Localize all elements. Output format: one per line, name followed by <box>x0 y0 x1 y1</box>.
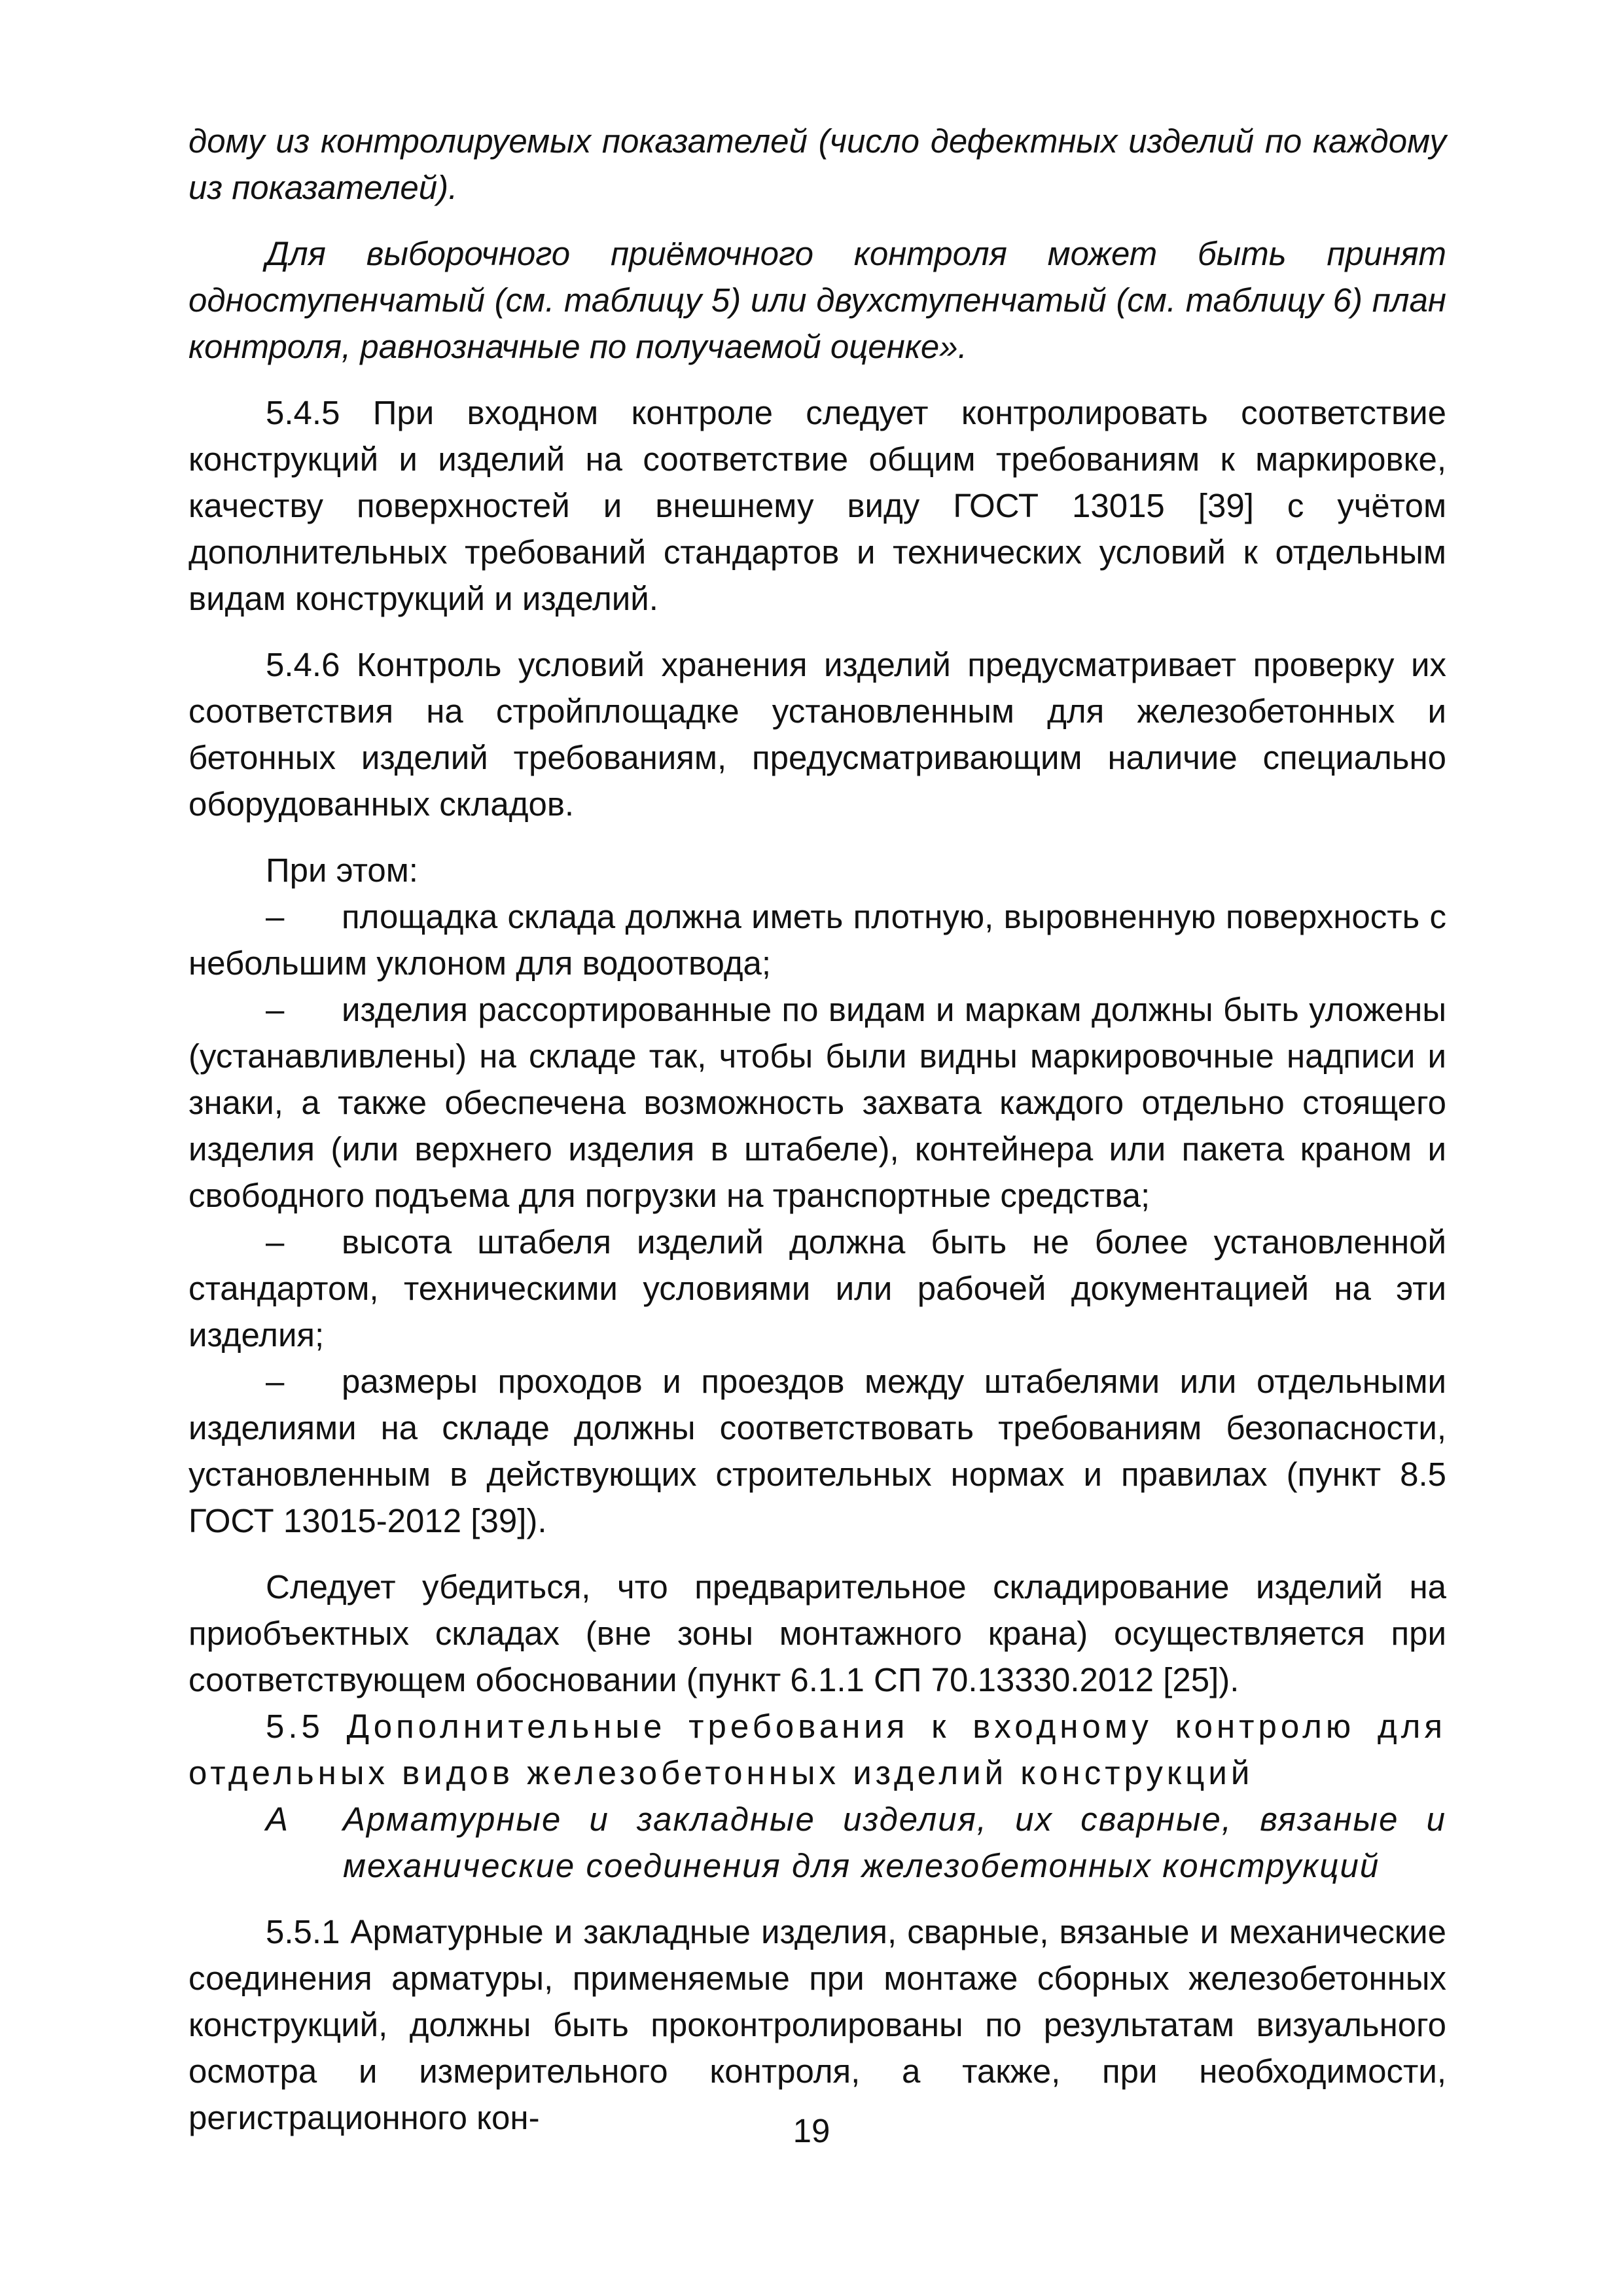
subsection-heading-a <box>188 1796 1446 1889</box>
list-item <box>188 893 1446 986</box>
dash-bullet: – <box>266 898 285 935</box>
dash-bullet: – <box>266 1223 285 1261</box>
list-item <box>188 1358 1446 1544</box>
page-number: 19 <box>793 2112 830 2149</box>
list-item-text: размеры проходов и проездов между штабелями или отдельными изделиями на складе должны соответствовать требованиям безопасности, установленным в действующих строительных нормах и правилах (пункт 8.5 ГОСТ 13015-2012 [39]). <box>188 1363 1446 1539</box>
paragraph-sampling-plan: Для выборочного приёмочного контроля может быть принят одноступенчатый (см. таблицу 5) или двухступенчатый (см. таблицу 6) план контроля, равнозначные по получаемой оценке». <box>188 235 1446 365</box>
list-item-text: изделия рассортированные по видам и маркам должны быть уложены (устанавливлены) на складе так, чтобы были видны маркировочные надписи и знаки, а также обеспечена возможность захвата каждого отдельно стоящего изделия (или верхнего изделия в штабеле), контейнера или пакета краном и свободного подъема для погрузки на транспортные средства; <box>188 991 1446 1214</box>
paragraph-5-4-6: 5.4.6 Контроль условий хранения изделий предусматривает проверку их соответствия на стройплощадке установленным для железобетонных и бетонных изделий требованиям, предусматривающим наличие специально оборудованных складов. <box>188 646 1446 823</box>
document-page <box>188 118 1446 2141</box>
dash-bullet: – <box>266 1363 285 1400</box>
dash-bullet: – <box>266 991 285 1028</box>
list-item <box>188 1219 1446 1358</box>
section-heading-5-5: 5.5 Дополнительные требования к входному контролю для отдельных видов железобетонных изделий конструкций <box>188 1708 1446 1791</box>
paragraph-continuation: дому из контролируемых показателей (число дефектных изделий по каждому из показателей). <box>188 122 1446 206</box>
paragraph-pri-etom: При этом: <box>266 852 418 889</box>
list-item <box>188 986 1446 1219</box>
paragraph-preliminary-storage: Следует убедиться, что предварительное складирование изделий на приобъектных складах (вне зоны монтажного крана) осуществляется при соответствующем обосновании (пункт 6.1.1 СП 70.13330.2012 [25]). <box>188 1568 1446 1698</box>
paragraph-5-5-1: 5.5.1 Арматурные и закладные изделия, сварные, вязаные и механические соединения арматуры, применяемые при монтаже сборных железобетонных конструкций, должны быть проконтролированы по результатам визуального осмотра и измерительного контроля, а также, при необходимости, регистрационного кон- <box>188 1913 1446 2136</box>
list-item-text: площадка склада должна иметь плотную, выровненную поверхность с небольшим уклоном для водоотвода; <box>188 898 1446 982</box>
subsection-letter: А <box>266 1801 290 1838</box>
subsection-title: Арматурные и закладные изделия, их сварные, вязаные и механические соединения для железобетонных конструкций <box>343 1801 1446 1884</box>
paragraph-5-4-5: 5.4.5 При входном контроле следует контролировать соответствие конструкций и изделий на соответствие общим требованиям к маркировке, качеству поверхностей и внешнему виду ГОСТ 13015 [39] с учётом дополнительных требований стандартов и технических условий к отдельным видам конструкций и изделий. <box>188 394 1446 617</box>
list-item-text: высота штабеля изделий должна быть не более установленной стандартом, техническими условиями или рабочей документацией на эти изделия; <box>188 1223 1446 1354</box>
